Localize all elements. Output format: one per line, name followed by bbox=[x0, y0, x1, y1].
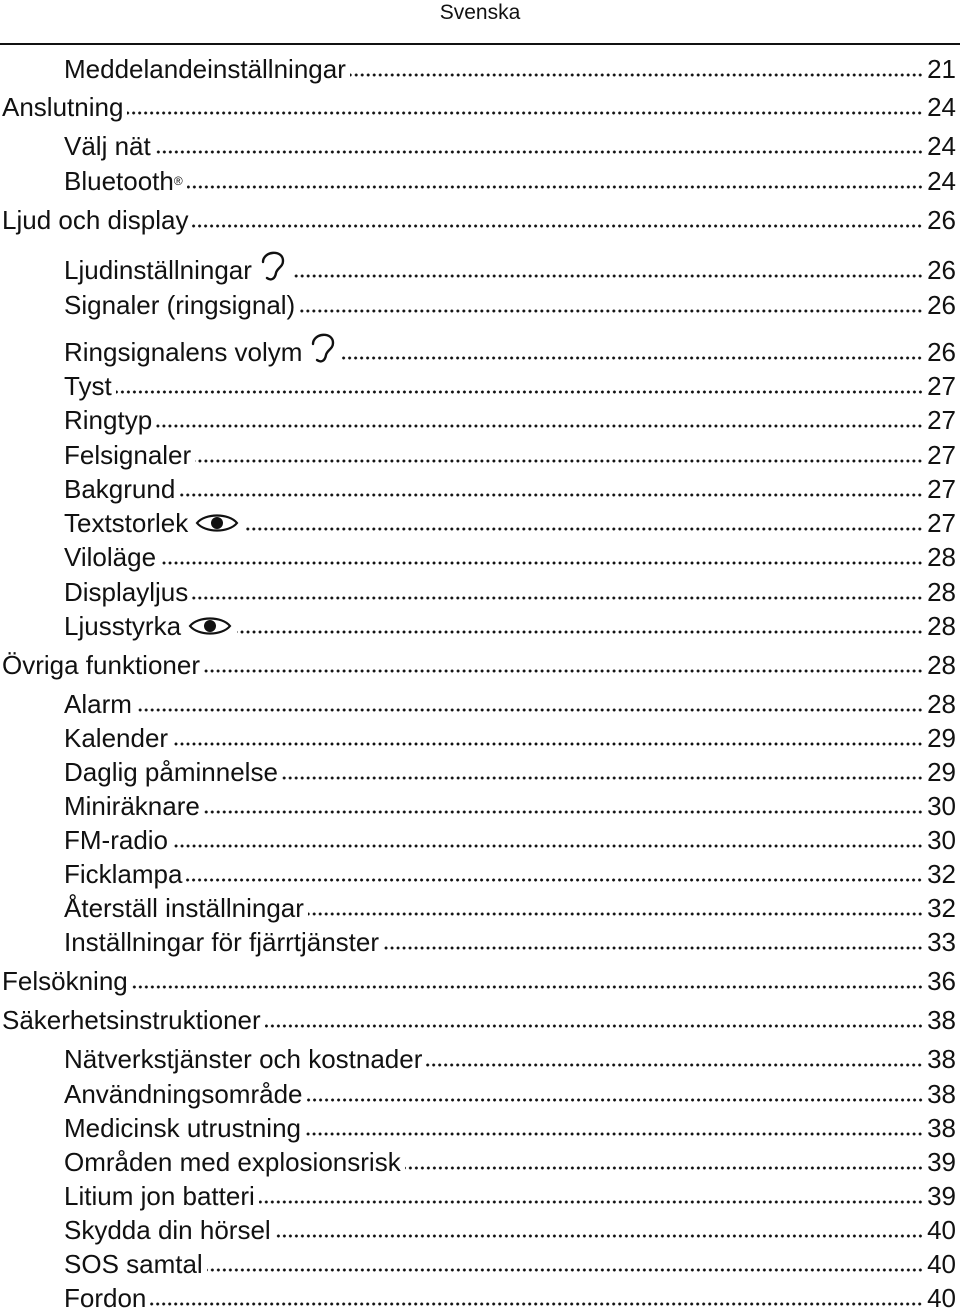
dot-leader bbox=[156, 424, 923, 428]
toc-entry-row[interactable] bbox=[0, 472, 956, 506]
toc-entry-title: Felsignaler bbox=[64, 440, 192, 470]
toc-page-number: 24 bbox=[927, 92, 956, 122]
toc-page-number: 27 bbox=[927, 508, 956, 538]
toc-entry-row[interactable] bbox=[0, 369, 956, 403]
dot-leader bbox=[179, 493, 923, 497]
dot-leader bbox=[150, 1302, 923, 1306]
toc-page-number: 33 bbox=[927, 927, 956, 957]
toc-entry-title: Ljud och display bbox=[2, 205, 189, 235]
dot-leader bbox=[204, 810, 923, 814]
toc-page-number: 24 bbox=[927, 166, 956, 196]
toc-entry-title: Ringtyp bbox=[64, 405, 153, 435]
toc-entry-row[interactable] bbox=[0, 823, 956, 857]
toc-entry-title: Medicinsk utrustning bbox=[64, 1113, 301, 1143]
toc-page-number: 28 bbox=[927, 577, 956, 607]
toc-page-number: 36 bbox=[927, 966, 956, 996]
toc-entry-row[interactable] bbox=[0, 540, 956, 574]
toc-page-number: 39 bbox=[927, 1147, 956, 1177]
toc-page-number: 28 bbox=[927, 611, 956, 641]
page-header bbox=[0, 0, 960, 26]
toc-entry-row[interactable] bbox=[0, 1111, 956, 1145]
toc-entry-title: Välj nät bbox=[64, 131, 151, 161]
toc-page-number: 39 bbox=[927, 1181, 956, 1211]
dot-leader bbox=[187, 185, 923, 189]
ear-icon bbox=[308, 328, 338, 366]
ear-icon-wrapper bbox=[308, 338, 338, 366]
toc-page-number: 28 bbox=[927, 542, 956, 572]
toc-entry-title: Fordon bbox=[64, 1283, 147, 1313]
dot-leader bbox=[383, 946, 923, 950]
dot-leader bbox=[132, 985, 923, 989]
toc-entry-row[interactable] bbox=[0, 403, 956, 437]
dot-leader bbox=[282, 776, 923, 780]
toc-entry-title: Säkerhetsinstruktioner bbox=[2, 1005, 261, 1035]
toc-entry-row[interactable] bbox=[0, 1077, 956, 1111]
toc-page-number: 29 bbox=[927, 757, 956, 787]
toc-page-number: 27 bbox=[927, 371, 956, 401]
dot-leader bbox=[204, 669, 923, 673]
toc-page-number: 26 bbox=[927, 205, 956, 235]
dot-leader bbox=[265, 1024, 923, 1028]
toc-entry-row[interactable] bbox=[0, 925, 956, 959]
toc-entry-title: Återställ inställningar bbox=[64, 893, 304, 923]
toc-entry-row[interactable] bbox=[0, 1145, 956, 1179]
toc-entry-title: Inställningar för fjärrtjänster bbox=[64, 927, 380, 957]
toc-section-row[interactable] bbox=[0, 90, 956, 124]
toc-section-row[interactable] bbox=[0, 203, 956, 237]
dot-leader bbox=[207, 1268, 923, 1272]
toc-entry-title: Meddelandeinställningar bbox=[64, 54, 346, 84]
toc-page-number: 40 bbox=[927, 1249, 956, 1279]
toc-entry-title: Tyst bbox=[64, 371, 112, 401]
toc-entry-title: SOS samtal bbox=[64, 1249, 203, 1279]
toc-entry-title: Användningsområde bbox=[64, 1079, 303, 1109]
toc-entry-row[interactable] bbox=[0, 755, 956, 789]
ear-icon bbox=[258, 246, 288, 284]
toc-page-number: 26 bbox=[927, 337, 956, 367]
toc-entry-title: Ljusstyrka bbox=[64, 611, 182, 641]
toc-page-number: 27 bbox=[927, 405, 956, 435]
toc-entry-row[interactable] bbox=[0, 575, 956, 609]
toc-entry-row[interactable] bbox=[0, 789, 956, 823]
toc-page-number: 26 bbox=[927, 255, 956, 285]
toc-entry-title: Viloläge bbox=[64, 542, 157, 572]
dot-leader bbox=[244, 527, 923, 531]
dot-leader bbox=[350, 73, 923, 77]
toc-entry-row[interactable] bbox=[0, 1247, 956, 1281]
toc-section-row[interactable] bbox=[0, 964, 956, 998]
toc-page-number: 21 bbox=[927, 54, 956, 84]
toc-page-number: 28 bbox=[927, 689, 956, 719]
toc-entry-title: Ljudinställningar bbox=[64, 255, 252, 285]
toc-entry-row[interactable] bbox=[0, 438, 956, 472]
toc-entry-title: Textstorlek bbox=[64, 508, 189, 538]
toc-page-number: 32 bbox=[927, 893, 956, 923]
toc-entry-title: Bakgrund bbox=[64, 474, 176, 504]
toc-entry-title: Skydda din hörsel bbox=[64, 1215, 271, 1245]
ear-icon-wrapper bbox=[258, 256, 288, 284]
dot-leader bbox=[405, 1166, 923, 1170]
toc-page-number: 38 bbox=[927, 1044, 956, 1074]
eye-icon-wrapper bbox=[187, 613, 233, 639]
toc-entry-title: Ficklampa bbox=[64, 859, 183, 889]
toc-entry-row[interactable] bbox=[0, 335, 956, 369]
toc-page-number: 30 bbox=[927, 825, 956, 855]
eye-icon bbox=[187, 613, 233, 639]
toc-entry-title: FM-radio bbox=[64, 825, 169, 855]
toc-entry-row[interactable] bbox=[0, 1213, 956, 1247]
dot-leader bbox=[116, 390, 923, 394]
toc-entry-title: Miniräknare bbox=[64, 791, 200, 821]
eye-icon bbox=[194, 510, 240, 536]
toc-entry-title: Områden med explosionsrisk bbox=[64, 1147, 401, 1177]
dot-leader bbox=[195, 459, 923, 463]
toc-page-number: 27 bbox=[927, 474, 956, 504]
toc-page-number: 38 bbox=[927, 1005, 956, 1035]
toc-page-number: 29 bbox=[927, 723, 956, 753]
dot-leader bbox=[136, 708, 923, 712]
registered-mark: ® bbox=[173, 174, 183, 188]
toc-page-number: 40 bbox=[927, 1215, 956, 1245]
dot-leader bbox=[299, 309, 923, 313]
toc-section-row[interactable] bbox=[0, 1003, 956, 1037]
toc-entry-row[interactable] bbox=[0, 288, 956, 322]
toc-entry-title: Litium jon batteri bbox=[64, 1181, 255, 1211]
dot-leader bbox=[307, 1098, 924, 1102]
dot-leader bbox=[275, 1234, 923, 1238]
toc-entry-title: Ringsignalens volym bbox=[64, 337, 303, 367]
dot-leader bbox=[192, 224, 923, 228]
toc-page-number: 30 bbox=[927, 791, 956, 821]
toc-entry-title: Alarm bbox=[64, 689, 132, 719]
toc-entry-row[interactable] bbox=[0, 891, 956, 925]
toc-entry-title: Bluetooth bbox=[64, 166, 174, 196]
toc-entry-title: Övriga funktioner bbox=[2, 650, 200, 680]
toc-entry-row[interactable] bbox=[0, 687, 956, 721]
header-rule bbox=[0, 43, 960, 45]
toc-page-number: 26 bbox=[927, 290, 956, 320]
dot-leader bbox=[155, 150, 923, 154]
toc-page-number: 24 bbox=[927, 131, 956, 161]
eye-icon-wrapper bbox=[194, 510, 240, 536]
toc-page-number: 40 bbox=[927, 1283, 956, 1313]
toc-entry-row[interactable] bbox=[0, 1179, 956, 1213]
header-language: Svenska bbox=[439, 1, 521, 24]
toc-entry-title: Displayljus bbox=[64, 577, 189, 607]
toc-entry-title: Kalender bbox=[64, 723, 169, 753]
toc-entry-title: Daglig påminnelse bbox=[64, 757, 278, 787]
dot-leader bbox=[308, 912, 923, 916]
toc-entry-row[interactable] bbox=[0, 164, 956, 198]
dot-leader bbox=[237, 630, 923, 634]
dot-leader bbox=[127, 111, 923, 115]
dot-leader bbox=[259, 1200, 923, 1204]
toc-section-row[interactable] bbox=[0, 648, 956, 682]
dot-leader bbox=[305, 1132, 923, 1136]
toc-entry-title: Signaler (ringsignal) bbox=[64, 290, 296, 320]
toc-page-number: 28 bbox=[927, 650, 956, 680]
dot-leader bbox=[186, 878, 923, 882]
toc-entry-row[interactable] bbox=[0, 506, 956, 540]
dot-leader bbox=[172, 844, 923, 848]
toc-entry-row[interactable] bbox=[0, 857, 956, 891]
dot-leader bbox=[426, 1063, 923, 1067]
toc-entry-row[interactable] bbox=[0, 253, 956, 287]
toc-entry-row[interactable] bbox=[0, 129, 956, 163]
dot-leader bbox=[292, 274, 923, 278]
dot-leader bbox=[160, 561, 923, 565]
toc-entry-row[interactable] bbox=[0, 1281, 956, 1315]
toc-entry-row[interactable] bbox=[0, 52, 956, 86]
toc-entry-title: Anslutning bbox=[2, 92, 124, 122]
toc-entry-row[interactable] bbox=[0, 1042, 956, 1076]
toc-page-number: 27 bbox=[927, 440, 956, 470]
dot-leader bbox=[192, 596, 923, 600]
toc-page-number: 38 bbox=[927, 1079, 956, 1109]
toc-entry-row[interactable] bbox=[0, 721, 956, 755]
dot-leader bbox=[172, 742, 923, 746]
toc-entry-title: Felsökning bbox=[2, 966, 128, 996]
toc-page-number: 38 bbox=[927, 1113, 956, 1143]
dot-leader bbox=[342, 356, 923, 360]
toc-page-number: 32 bbox=[927, 859, 956, 889]
toc-entry-title: Nätverkstjänster och kostnader bbox=[64, 1044, 423, 1074]
toc-entry-row[interactable] bbox=[0, 609, 956, 643]
